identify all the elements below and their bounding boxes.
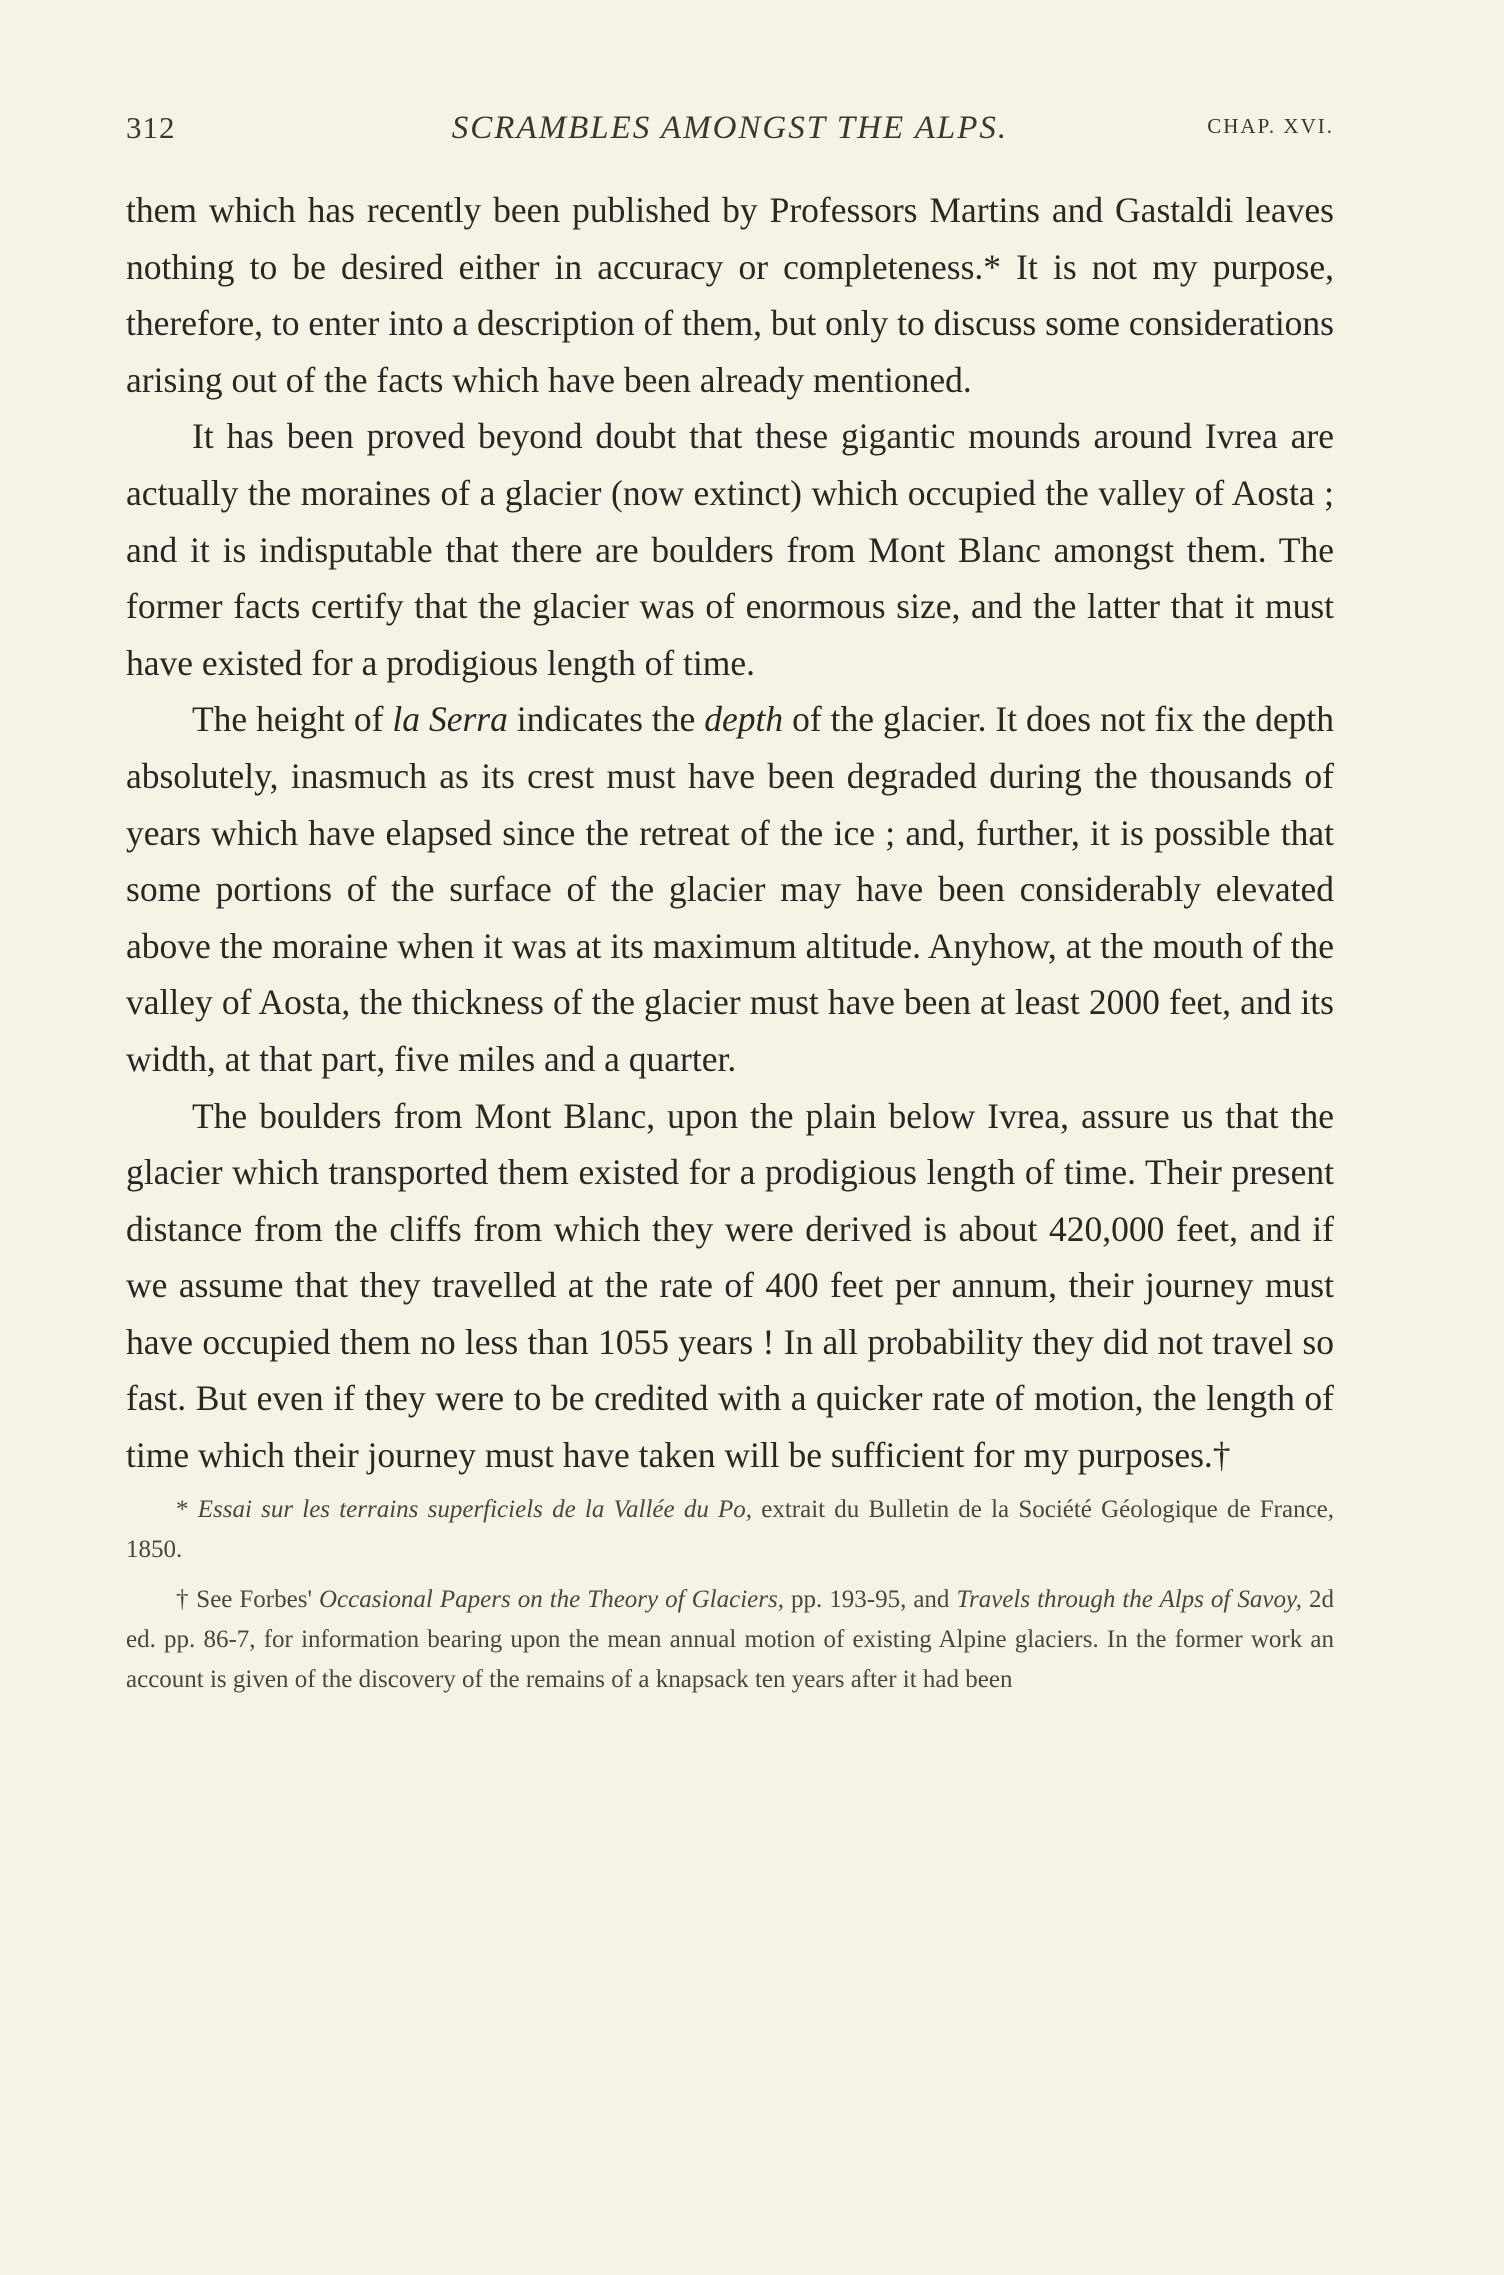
chapter-label: CHAP. XVI.: [1207, 114, 1334, 138]
body-text: [126, 182, 1334, 1484]
paragraph-3: [126, 691, 1334, 1087]
footnote-1: [126, 1490, 1334, 1570]
footnote-2-rest: 2d ed. pp. 86-7, for information bearing upon the mean annual motion of existing Alpine glaciers. In the former work an account is given of the discovery of the remains of a knapsack ten years after it had been: [126, 1585, 1334, 1693]
book-page: [126, 110, 1334, 1700]
footnote-1-mark: *: [176, 1495, 198, 1523]
footnotes: [126, 1490, 1334, 1700]
footnote-2-mid: pp. 193-95, and: [783, 1585, 957, 1613]
paragraph-2: It has been proved beyond doubt that these gigantic mounds around Ivrea are actually the moraines of a glacier (now extinct) which occupied the valley of Aosta ; and it is indisputable that there are boulders from Mont Blanc amongst them. The former facts certify that the glacier was of enormous size, and the latter that it must have existed for a prodigious length of time.: [126, 416, 1334, 683]
paragraph-3-text-c: of the glacier. It does not fix the depth absolutely, inasmuch as its crest must have been degraded during the thousands of years which have elapsed since the retreat of the ice ; and, further, it is possible that some portions of the surface of the glacier may have been considerably elevated above the moraine when it was at its maximum altitude. Anyhow, at the mouth of the valley of Aosta, the thickness of the glacier must have been at least 2000 feet, and its width, at that part, five miles and a quarter.: [126, 699, 1334, 1079]
paragraph-4: The boulders from Mont Blanc, upon the plain below Ivrea, assure us that the glacier which transported them existed for a prodigious length of time. Their present distance from the cliffs from which they were derived is about 420,000 feet, and if we assume that they travelled at the rate of 400 feet per annum, their journey must have occupied them no less than 1055 years ! In all probability they did not travel so fast. But even if they were to be credited with a quicker rate of motion, the length of time which their journey must have taken will be sufficient for my purposes.†: [126, 1095, 1334, 1476]
footnote-2-title-1: Occasional Papers on the Theory of Glaciers,: [318, 1585, 784, 1613]
running-title: SCRAMBLES AMONGST THE ALPS.: [451, 110, 1009, 146]
paragraph-3-italic-depth: depth: [704, 699, 784, 740]
footnote-2: [126, 1580, 1334, 1700]
running-header: [126, 110, 1334, 160]
footnote-1-title: Essai sur les terrains superficiels de la Vallée du Po,: [197, 1495, 753, 1523]
paragraph-3-text-a: The height of: [192, 699, 393, 740]
paragraph-3-text-b: indicates the: [507, 699, 705, 740]
paragraph-1: them which has recently been published by Professors Martins and Gastaldi leaves nothing to be desired either in accuracy or completeness.* It is not my purpose, therefore, to enter into a description of them, but only to discuss some considerations arising out of the facts which have been already mentioned.: [126, 190, 1334, 400]
footnote-2-title-2: Travels through the Alps of Savoy,: [956, 1585, 1302, 1613]
page-number: 312: [126, 110, 176, 145]
paragraph-3-italic-la-serra: la Serra: [392, 699, 508, 740]
footnote-2-mark: † See Forbes': [176, 1585, 319, 1613]
footnote-1-rest: extrait du Bulletin de la Société Géologique de France, 1850.: [126, 1495, 1335, 1563]
